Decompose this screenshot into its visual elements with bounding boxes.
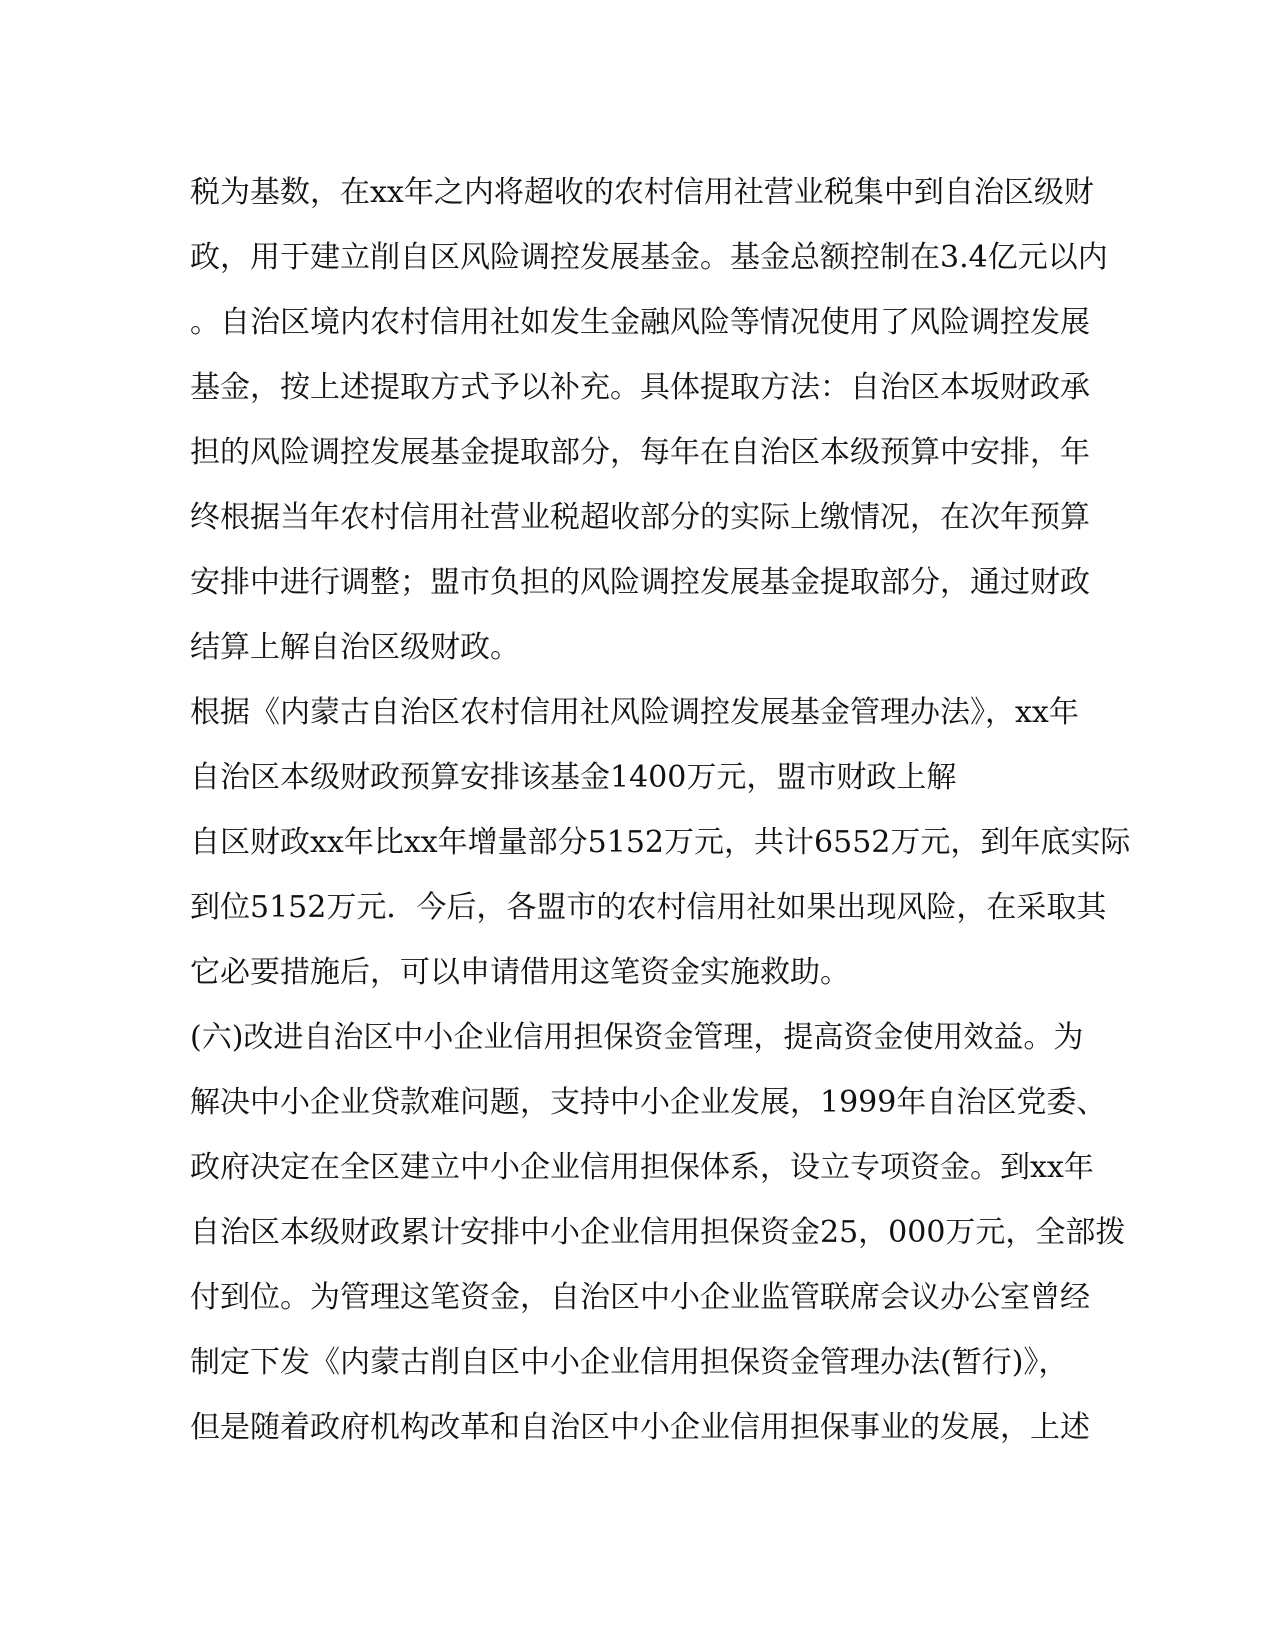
text-line: 担的风险调控发展基金提取部分，每年在自治区本级预算中安排，年 — [190, 435, 1090, 470]
document-body — [190, 160, 1131, 1460]
text-line: 根据《内蒙古自治区农村信用社风险调控发展基金管理办法》，xx年 — [190, 695, 1079, 730]
text-line: 终根据当年农村信用社营业税超收部分的实际上缴情况，在次年预算 — [190, 500, 1090, 535]
text-line: 政府决定在全区建立中小企业信用担保体系，设立专项资金。到xx年 — [190, 1150, 1094, 1185]
text-line: 到位5152万元．今后，各盟市的农村信用社如果出现风险，在采取其 — [190, 890, 1107, 925]
text-line: 付到位。为管理这笔资金，自治区中小企业监管联席会议办公室曾经 — [190, 1280, 1090, 1315]
text-line: (六)改进自治区中小企业信用担保资金管理，提高资金使用效益。为 — [190, 1020, 1084, 1055]
text-line: 自治区本级财政累计安排中小企业信用担保资金25，000万元，全部拨 — [190, 1215, 1126, 1250]
text-line: 制定下发《内蒙古削自区中小企业信用担保资金管理办法(暂行)》， — [190, 1345, 1069, 1380]
text-line: 政，用于建立削自区风险调控发展基金。基金总额控制在3.4亿元以内 — [190, 240, 1108, 275]
text-line: 。自治区境内农村信用社如发生金融风险等情况使用了风险调控发展 — [190, 305, 1090, 340]
text-line: 但是随着政府机构改革和自治区中小企业信用担保事业的发展，上述 — [190, 1410, 1090, 1445]
text-line: 税为基数，在xx年之内将超收的农村信用社营业税集中到自治区级财 — [190, 175, 1094, 210]
text-line: 自治区本级财政预算安排该基金1400万元，盟市财政上解 — [190, 760, 957, 795]
text-line: 安排中进行调整；盟市负担的风险调控发展基金提取部分，通过财政 — [190, 565, 1090, 600]
text-line: 结算上解自治区级财政。 — [190, 630, 520, 665]
text-line: 解决中小企业贷款难问题，支持中小企业发展，1999年自治区党委、 — [190, 1085, 1107, 1120]
text-line: 它必要措施后，可以申请借用这笔资金实施救助。 — [190, 955, 850, 990]
text-line: 自区财政xx年比xx年增量部分5152万元，共计6552万元，到年底实际 — [190, 825, 1131, 860]
text-line: 基金，按上述提取方式予以补充。具体提取方法：自治区本坂财政承 — [190, 370, 1090, 405]
